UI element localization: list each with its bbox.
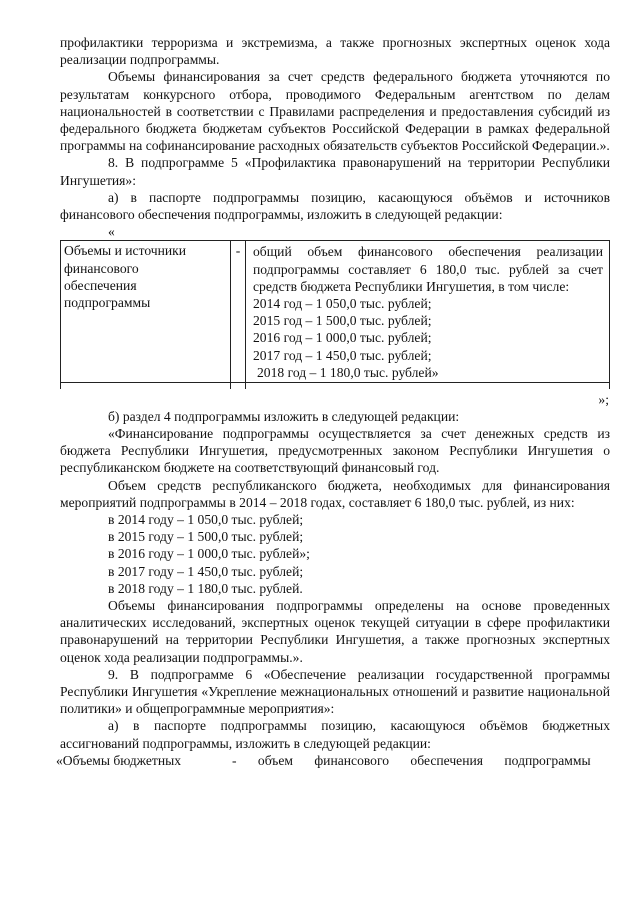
list-item: в 2018 году – 1 180,0 тыс. рублей. xyxy=(108,580,303,596)
list-item: в 2016 году – 1 000,0 тыс. рублей»; xyxy=(108,546,310,562)
passport-table-subprogram-5 xyxy=(60,240,610,388)
table-cell-label xyxy=(61,241,231,383)
paragraph-3: 8. В подпрограмме 5 «Профилактика правонарушений на территории Республики Ингушетия»: xyxy=(60,155,610,188)
budget-label-start: «Объемы бюджетных xyxy=(56,752,182,768)
paragraph-8: Объемы финансирования подпрограммы определены на основе проведенных аналитических исследований, экспертных оценок текущей ситуации в сфере профилактики правонарушений на территории Республики Ингушетия, а также прогнозных экспертных оценок хода реализации подпрограммы.». xyxy=(60,598,610,665)
paragraph-2: Объемы финансирования за счет средств федерального бюджета уточняются по результатам конкурсного отбора, проводимого Федеральным агентством по делам национальностей в соответствии с Правилами распределения и предоставления субсидий из федерального бюджета бюджетам субъектов Российской Федерации в рамках федеральной программы на софинансирование расходных обязательств субъектов Российской Федерации.». xyxy=(60,69,610,154)
truncated-passport-row xyxy=(56,752,610,769)
list-item: в 2015 году – 1 500,0 тыс. рублей; xyxy=(108,529,304,545)
year-line-2016: 2016 год – 1 000,0 тыс. рублей; xyxy=(253,330,432,346)
table-cell-spacer xyxy=(61,383,231,389)
table-row xyxy=(61,241,610,383)
financing-label: Объемы и источники финансового обеспечения подпрограммы xyxy=(64,243,187,311)
closing-quote-semicolon: »; xyxy=(598,391,609,407)
quote-open-mark: « xyxy=(108,224,115,240)
funding-year-list xyxy=(60,511,610,597)
paragraph-1: профилактики терроризма и экстремизма, а также прогнозных экспертных оценок хода реализации подпрограммы. xyxy=(60,35,610,68)
paragraph-7: Объем средств республиканского бюджета, необходимых для финансирования мероприятий подпрограммы в 2014 – 2018 годах, составляет 6 180,0 тыс. рублей, из них: xyxy=(60,477,610,510)
paragraph-9: 9. В подпрограмме 6 «Обеспечение реализации государственной программы Республики Ингушетия «Укрепление межнациональных отношений и развитие национальной политики» и общепрограммные мероприятия»: xyxy=(60,666,610,717)
year-line-2014: 2014 год – 1 050,0 тыс. рублей; xyxy=(253,296,432,312)
table-cell-spacer xyxy=(246,383,610,389)
table-row-spacer xyxy=(61,383,610,389)
list-item: в 2014 году – 1 050,0 тыс. рублей; xyxy=(108,511,304,527)
list-item: в 2017 году – 1 450,0 тыс. рублей; xyxy=(108,563,304,579)
financing-intro: общий объем финансового обеспечения реализации подпрограммы составляет 6 180,0 тыс. рублей за счет средств бюджета Республики Ингушетия, в том числе: xyxy=(253,244,603,294)
year-line-2017: 2017 год – 1 450,0 тыс. рублей; xyxy=(253,347,432,363)
table-cell-spacer xyxy=(231,383,246,389)
dash-mark: - xyxy=(235,243,241,259)
table-cell-content xyxy=(246,241,610,383)
year-line-2015: 2015 год – 1 500,0 тыс. рублей; xyxy=(253,313,432,329)
table-cell-dash xyxy=(231,241,246,383)
year-line-2018: 2018 год – 1 180,0 тыс. рублей» xyxy=(257,364,439,380)
paragraph-6: «Финансирование подпрограммы осуществляется за счет денежных средств из бюджета Республики Ингушетия, предусмотренных законом Республики Ингушетия о республиканском бюджете на соответствующий финансовый год. xyxy=(60,425,610,476)
paragraph-10: а) в паспорте подпрограммы позицию, касающуюся объёмов бюджетных ассигнований подпрограммы, изложить в следующей редакции: xyxy=(60,718,610,751)
document-page xyxy=(56,34,610,769)
paragraph-4: а) в паспорте подпрограммы позицию, касающуюся объёмов и источников финансового обеспечения подпрограммы, изложить в следующей редакции: xyxy=(60,189,610,223)
budget-text-start: - объем финансового обеспечения подпрограммы xyxy=(232,752,591,768)
paragraph-5: б) раздел 4 подпрограммы изложить в следующей редакции: xyxy=(108,408,460,424)
